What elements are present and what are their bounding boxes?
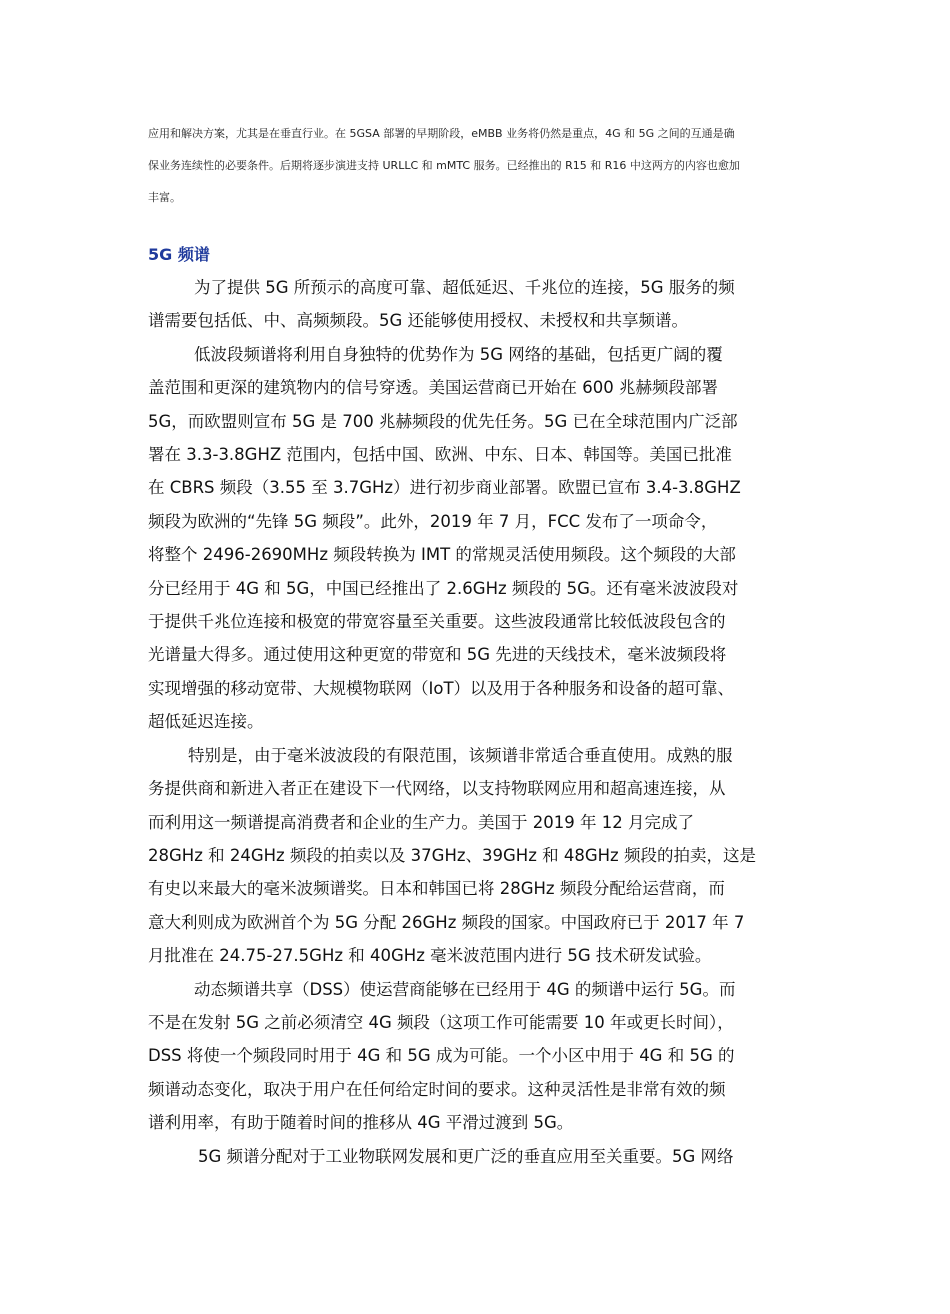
intro-line: 应用和解决方案，尤其是在垂直行业。在 5GSA 部署的早期阶段，eMBB 业务将仍然是重点，4G 和 5G 之间的互通是确 — [148, 127, 735, 140]
paragraph-line: 有史以来最大的毫米波频谱奖。日本和韩国已将 28GHz 频段分配给运营商，而 — [148, 879, 725, 899]
body-text — [148, 271, 828, 1173]
intro-line: 丰富。 — [148, 191, 181, 204]
paragraph-line: 而利用这一频谱提高消费者和企业的生产力。美国于 2019 年 12 月完成了 — [148, 812, 694, 832]
intro-line: 保业务连续性的必要条件。后期将逐步演进支持 URLLC 和 mMTC 服务。已经推出的 R15 和 R16 中这两方的内容也愈加 — [148, 159, 740, 172]
paragraph-line: 超低延迟连接。 — [148, 712, 264, 732]
paragraph-line: 特别是，由于毫米波波段的有限范围，该频谱非常适合垂直使用。成熟的服 — [188, 745, 733, 765]
paragraph-line: 5G，而欧盟则宣布 5G 是 700 兆赫频段的优先任务。5G 已在全球范围内广泛部 — [148, 411, 738, 431]
paragraph-line: 谱利用率，有助于随着时间的推移从 4G 平滑过渡到 5G。 — [148, 1113, 574, 1133]
paragraph-line: 将整个 2496-2690MHz 频段转换为 IMT 的常规灵活使用频段。这个频段的大部 — [148, 545, 736, 565]
paragraph-line: 于提供千兆位连接和极宽的带宽容量至关重要。这些波段通常比较低波段包含的 — [148, 612, 726, 632]
paragraph-line: 署在 3.3-3.8GHZ 范围内，包括中国、欧洲、中东、日本、韩国等。美国已批准 — [148, 445, 732, 465]
intro-paragraph — [148, 118, 818, 214]
paragraph-line: 低波段频谱将利用自身独特的优势作为 5G 网络的基础，包括更广阔的覆 — [194, 344, 723, 364]
paragraph-line: 谱需要包括低、中、高频频段。5G 还能够使用授权、未授权和共享频谱。 — [148, 311, 689, 331]
paragraph-line: 为了提供 5G 所预示的高度可靠、超低延迟、千兆位的连接，5G 服务的频 — [194, 278, 735, 297]
paragraph-line: 频段为欧洲的“先锋 5G 频段”。此外，2019 年 7 月，FCC 发布了一项命令， — [148, 511, 718, 531]
paragraph-line: 光谱量大得多。通过使用这种更宽的带宽和 5G 先进的天线技术，毫米波频段将 — [148, 645, 727, 665]
paragraph-line: 月批准在 24.75-27.5GHz 和 40GHz 毫米波范围内进行 5G 技术研发试验。 — [148, 946, 712, 966]
paragraph-line: 实现增强的移动宽带、大规模物联网（IoT）以及用于各种服务和设备的超可靠、 — [148, 678, 735, 698]
paragraph-line: 不是在发射 5G 之前必须清空 4G 频段（这项工作可能需要 10 年或更长时间）， — [148, 1012, 734, 1032]
paragraph-line: 务提供商和新进入者正在建设下一代网络，以支持物联网应用和超高速连接，从 — [148, 779, 726, 799]
paragraph-line: 频谱动态变化，取决于用户在任何给定时间的要求。这种灵活性是非常有效的频 — [148, 1079, 726, 1099]
paragraph-line: 在 CBRS 频段（3.55 至 3.7GHz）进行初步商业部署。欧盟已宣布 3.4-3.8GHZ — [148, 478, 741, 498]
paragraph-line: 分已经用于 4G 和 5G，中国已经推出了 2.6GHz 频段的 5G。还有毫米波波段对 — [148, 578, 739, 598]
paragraph-line: 动态频谱共享（DSS）使运营商能够在已经用于 4G 的频谱中运行 5G。而 — [194, 979, 736, 999]
paragraph-line: 28GHz 和 24GHz 频段的拍卖以及 37GHz、39GHz 和 48GHz 频段的拍卖，这是 — [148, 845, 756, 865]
paragraph-line: 意大利则成为欧洲首个为 5G 分配 26GHz 频段的国家。中国政府已于 2017 年 7 — [148, 912, 745, 932]
paragraph-line: 5G 频谱分配对于工业物联网发展和更广泛的垂直应用至关重要。5G 网络 — [198, 1146, 734, 1166]
paragraph-line: DSS 将使一个频段同时用于 4G 和 5G 成为可能。一个小区中用于 4G 和 5G 的 — [148, 1046, 735, 1066]
section-heading: 5G 频谱 — [148, 245, 210, 264]
paragraph-line: 盖范围和更深的建筑物内的信号穿透。美国运营商已开始在 600 兆赫频段部署 — [148, 378, 718, 398]
